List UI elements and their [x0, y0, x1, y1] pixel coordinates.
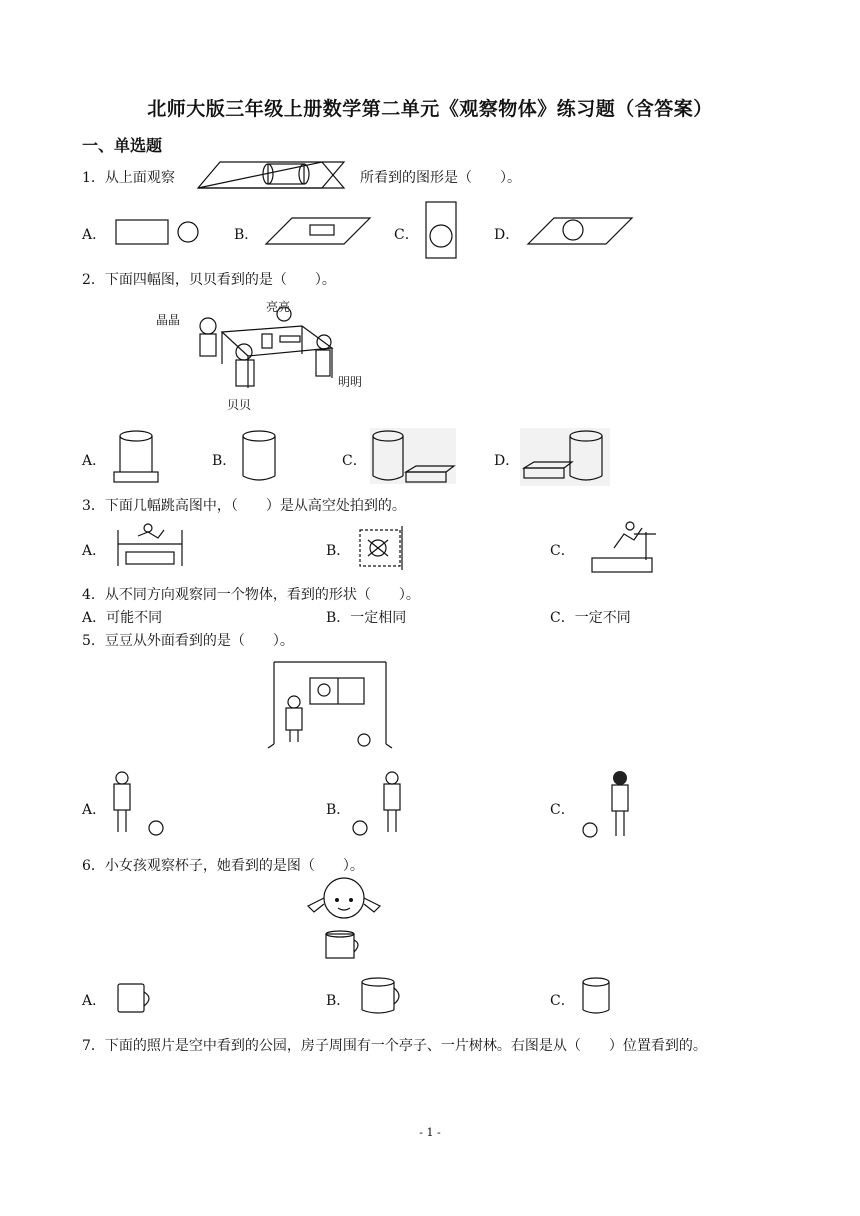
- q6-option-a[interactable]: A．: [82, 993, 107, 1009]
- q5-option-c-figure: [578, 770, 638, 844]
- q3-option-a-highjump-figure: [112, 520, 188, 572]
- q5-option-b-figure: [348, 770, 408, 840]
- q3-option-c[interactable]: C．: [550, 543, 575, 559]
- question-5-text: 5．豆豆从外面看到的是（ ）。: [82, 633, 294, 649]
- question-6-text: 6．小女孩观察杯子，她看到的是图（ ）。: [82, 858, 364, 874]
- q1-option-a[interactable]: A．: [82, 227, 107, 243]
- question-3-text: 3．下面几幅跳高图中，（ ）是从高空处拍到的。: [82, 498, 406, 514]
- q4-option-c[interactable]: C．一定不同: [550, 610, 631, 626]
- q2-option-c[interactable]: C．: [342, 453, 367, 469]
- q3-option-a[interactable]: A．: [82, 543, 107, 559]
- name-beibei: 贝贝: [227, 398, 252, 412]
- question-4-text: 4．从不同方向观察同一个物体，看到的形状（ ）。: [82, 587, 420, 603]
- q1-option-c[interactable]: C．: [394, 227, 419, 243]
- q5-option-a-figure: [110, 770, 166, 840]
- page-title: 北师大版三年级上册数学第二单元《观察物体》练习题（含答案）: [147, 98, 713, 120]
- q2-option-b-figure: [240, 428, 280, 484]
- q2-option-c-figure: [370, 428, 456, 484]
- q5-option-a[interactable]: A．: [82, 802, 107, 818]
- q2-table-scene-figure: [192, 308, 342, 398]
- q5-option-c[interactable]: C．: [550, 802, 575, 818]
- question-7-text: 7．下面的照片是空中看到的公园，房子周围有一个亭子、一片树林。右图是从（ ）位置看到的。: [82, 1038, 707, 1054]
- q4-option-b[interactable]: B．一定相同: [326, 610, 407, 626]
- q2-option-a-figure: [112, 428, 162, 484]
- question-1-text: 1．从上面观察: [82, 170, 175, 186]
- q4-option-a[interactable]: A．可能不同: [82, 610, 163, 626]
- q2-option-d[interactable]: D．: [494, 453, 520, 469]
- q3-option-b-highjump-figure: [354, 524, 410, 572]
- q3-option-c-highjump-figure: [590, 520, 662, 574]
- section-heading: 一、单选题: [82, 136, 163, 155]
- q1-option-d-figure: [526, 216, 634, 246]
- q2-option-d-figure: [520, 428, 610, 486]
- q2-option-a[interactable]: A．: [82, 453, 107, 469]
- q5-room-window-figure: [266, 658, 396, 750]
- q6-option-c-cup-figure: [580, 976, 616, 1016]
- q2-option-b[interactable]: B．: [212, 453, 237, 469]
- page-number: - 1 -: [419, 1126, 441, 1139]
- name-jingjing: 晶晶: [156, 313, 181, 327]
- q6-girl-cup-figure: [300, 876, 390, 962]
- q1-cylinder-on-plane-figure: [196, 158, 346, 190]
- q1-option-a-figure: [114, 218, 204, 246]
- q5-option-b[interactable]: B．: [326, 802, 351, 818]
- q1-option-b-figure: [264, 216, 372, 246]
- question-1-suffix: 所看到的图形是（ ）。: [360, 170, 521, 186]
- q3-option-b[interactable]: B．: [326, 543, 351, 559]
- name-liangliang: 亮亮: [266, 300, 291, 314]
- question-2-text: 2．下面四幅图，贝贝看到的是（ ）。: [82, 272, 336, 288]
- q6-option-a-cup-figure: [114, 980, 158, 1016]
- q1-option-b[interactable]: B．: [234, 227, 259, 243]
- q6-option-b-cup-figure: [356, 976, 406, 1016]
- q6-option-c[interactable]: C．: [550, 993, 575, 1009]
- q1-option-c-figure: [424, 200, 458, 260]
- q6-option-b[interactable]: B．: [326, 993, 351, 1009]
- q1-option-d[interactable]: D．: [494, 227, 520, 243]
- name-mingming: 明明: [338, 375, 363, 389]
